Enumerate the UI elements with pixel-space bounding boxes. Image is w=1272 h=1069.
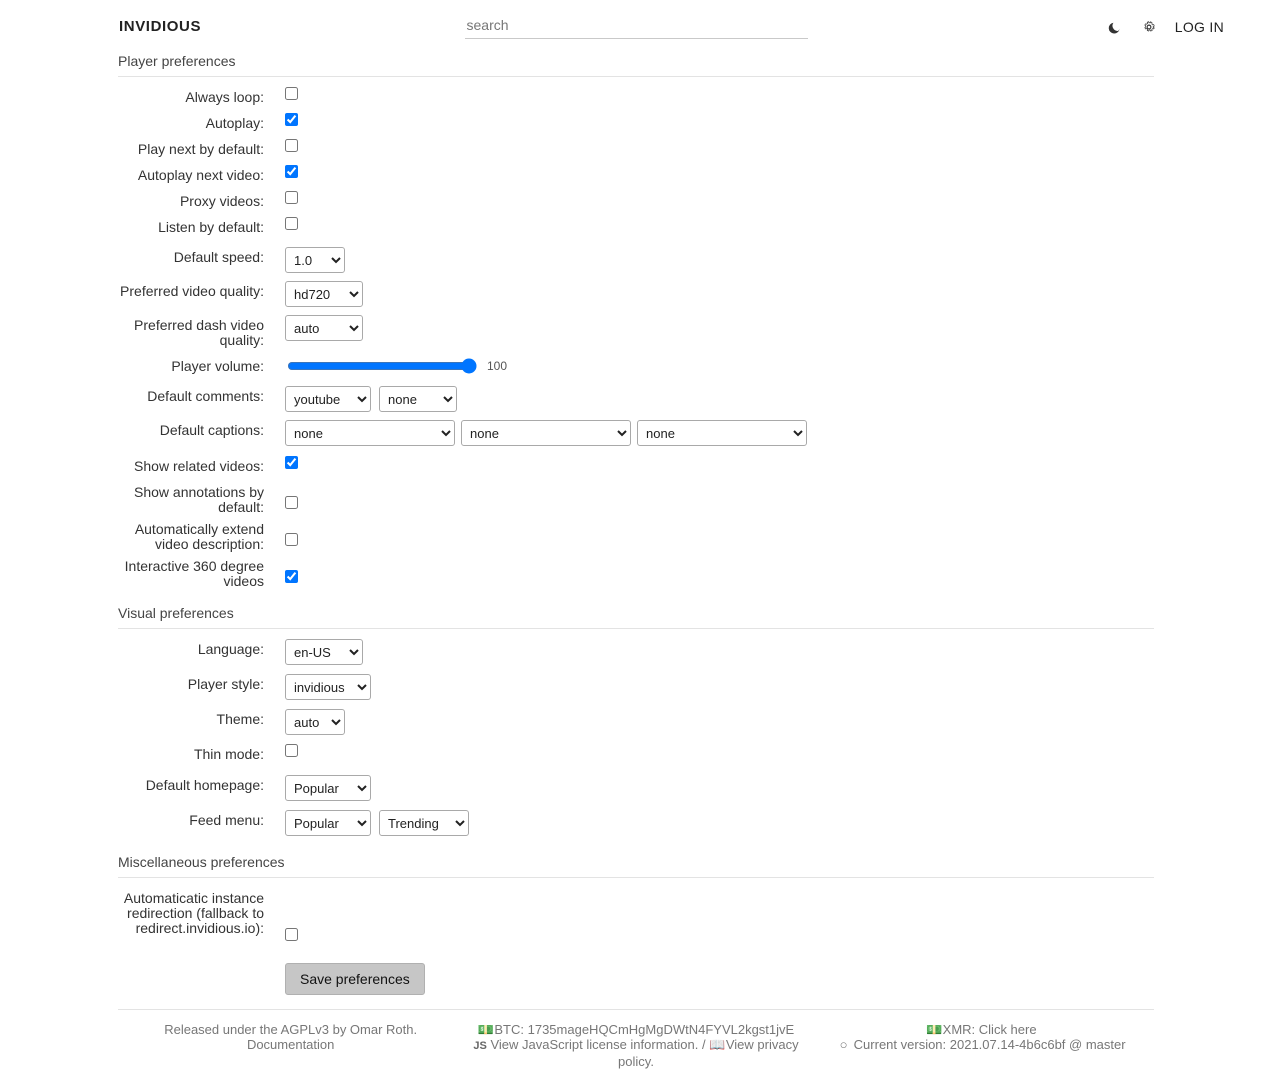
gear-icon[interactable] xyxy=(1141,19,1157,35)
pref-row-default-comments xyxy=(118,386,1154,412)
pref-row-interactive-360 xyxy=(118,556,1154,589)
select-default-captions-1[interactable] xyxy=(285,420,455,446)
label-autoplay: Autoplay: xyxy=(205,115,264,131)
checkbox-autoplay-next-video[interactable] xyxy=(285,165,298,178)
brand-logo[interactable]: INVIDIOUS xyxy=(119,18,202,35)
label-proxy-videos: Proxy videos: xyxy=(179,193,264,209)
label-show-related-videos: Show related videos: xyxy=(134,458,264,474)
pref-row-autoplay xyxy=(118,113,1154,135)
navbar-center xyxy=(376,14,896,39)
pref-row-default-homepage xyxy=(118,775,1154,801)
pref-row-default-speed xyxy=(118,247,1154,273)
pref-row-always-loop xyxy=(118,87,1154,109)
footer-xmr-link[interactable]: XMR: Click here xyxy=(942,1022,1037,1037)
pref-row-instance-redirection xyxy=(118,888,1154,941)
select-language[interactable] xyxy=(285,639,363,665)
footer-left xyxy=(118,1022,463,1069)
pref-row-player-volume xyxy=(118,356,1154,378)
checkbox-show-related-videos[interactable] xyxy=(285,456,298,469)
section-title-misc: Miscellaneous preferences xyxy=(118,850,1154,878)
select-default-captions-3[interactable] xyxy=(637,420,807,446)
pref-row-extend-description xyxy=(118,519,1154,552)
book-icon: 📖 xyxy=(709,1037,726,1052)
save-preferences-button[interactable]: Save preferences xyxy=(285,963,425,995)
footer-right xyxy=(809,1022,1154,1069)
label-default-captions: Default captions: xyxy=(159,422,264,438)
label-default-comments: Default comments: xyxy=(147,388,264,404)
select-default-captions-2[interactable] xyxy=(461,420,631,446)
moon-icon[interactable] xyxy=(1107,19,1123,35)
label-play-next-by-default: Play next by default: xyxy=(137,141,264,157)
checkbox-interactive-360[interactable] xyxy=(285,570,298,583)
footer-btc-link[interactable]: BTC: 1735mageHQCmHgMgDWtN4FYVL2kgst1jvE xyxy=(494,1022,795,1037)
label-listen-by-default: Listen by default: xyxy=(158,219,264,235)
checkbox-play-next-by-default[interactable] xyxy=(285,139,298,152)
label-default-speed: Default speed: xyxy=(173,249,264,265)
player-volume-value: 100 xyxy=(487,359,508,373)
select-feed-menu-1[interactable] xyxy=(285,810,371,836)
checkbox-instance-redirection[interactable] xyxy=(285,928,298,941)
label-theme: Theme: xyxy=(216,711,264,727)
pref-row-listen-by-default xyxy=(118,217,1154,239)
footer-js-license-link[interactable]: View JavaScript license information. xyxy=(490,1037,699,1052)
page-footer xyxy=(118,1009,1154,1069)
label-extend-description: Automatically extend video description: xyxy=(134,521,264,552)
checkbox-proxy-videos[interactable] xyxy=(285,191,298,204)
top-navbar xyxy=(0,0,1272,49)
pref-row-theme xyxy=(118,709,1154,735)
select-default-homepage[interactable] xyxy=(285,775,371,801)
pref-row-player-style xyxy=(118,674,1154,700)
login-link[interactable]: LOG IN xyxy=(1174,18,1224,35)
label-instance-redirection: Automaticatic instance redirection (fallback to redirect.invidious.io): xyxy=(123,890,264,936)
save-row-spacer xyxy=(118,963,264,966)
select-player-style[interactable] xyxy=(285,674,371,700)
checkbox-autoplay[interactable] xyxy=(285,113,298,126)
pref-row-feed-menu xyxy=(118,810,1154,836)
select-feed-menu-2[interactable] xyxy=(379,810,469,836)
select-preferred-dash-quality[interactable] xyxy=(285,315,363,341)
label-default-homepage: Default homepage: xyxy=(145,777,264,793)
checkbox-show-annotations[interactable] xyxy=(285,496,298,509)
preferences-form xyxy=(118,49,1154,995)
footer-version-link[interactable]: Current version: 2021.07.14-4b6c6bf @ master xyxy=(853,1037,1126,1052)
footer-privacy-link[interactable]: View privacy policy. xyxy=(618,1037,799,1069)
select-default-comments-2[interactable] xyxy=(379,386,457,412)
label-preferred-video-quality: Preferred video quality: xyxy=(120,283,264,299)
footer-documentation-link[interactable]: Documentation xyxy=(246,1037,335,1052)
slider-player-volume[interactable] xyxy=(287,358,477,374)
section-title-player: Player preferences xyxy=(118,49,1154,77)
pref-row-show-related-videos xyxy=(118,456,1154,478)
select-preferred-video-quality[interactable] xyxy=(285,281,363,307)
checkbox-always-loop[interactable] xyxy=(285,87,298,100)
label-interactive-360: Interactive 360 degree videos xyxy=(124,558,264,589)
pref-row-preferred-dash-quality xyxy=(118,315,1154,348)
label-always-loop: Always loop: xyxy=(185,89,264,105)
label-autoplay-next-video: Autoplay next video: xyxy=(137,167,264,183)
pref-row-default-captions xyxy=(118,420,1154,446)
label-player-volume: Player volume: xyxy=(171,358,264,374)
checkbox-thin-mode[interactable] xyxy=(285,744,298,757)
select-default-comments-1[interactable] xyxy=(285,386,371,412)
select-theme[interactable] xyxy=(285,709,345,735)
select-default-speed[interactable] xyxy=(285,247,345,273)
pref-row-play-next-by-default xyxy=(118,139,1154,161)
search-form xyxy=(465,14,808,39)
navbar-left xyxy=(24,18,376,35)
section-title-visual: Visual preferences xyxy=(118,601,1154,629)
pref-row-show-annotations xyxy=(118,482,1154,515)
label-thin-mode: Thin mode: xyxy=(193,746,264,762)
label-show-annotations: Show annotations by default: xyxy=(134,484,264,515)
footer-separator: / xyxy=(701,1037,706,1052)
checkbox-extend-description[interactable] xyxy=(285,533,298,546)
pref-row-autoplay-next-video xyxy=(118,165,1154,187)
save-row xyxy=(118,963,1154,995)
pref-row-proxy-videos xyxy=(118,191,1154,213)
label-preferred-dash-quality: Preferred dash video quality: xyxy=(134,317,264,348)
js-badge-icon: JS xyxy=(473,1040,487,1052)
footer-center xyxy=(463,1022,808,1069)
pref-row-preferred-video-quality xyxy=(118,281,1154,307)
money-icon: 💵 xyxy=(477,1022,494,1037)
label-player-style: Player style: xyxy=(187,676,264,692)
pref-row-language xyxy=(118,639,1154,665)
checkbox-listen-by-default[interactable] xyxy=(285,217,298,230)
pref-row-thin-mode xyxy=(118,744,1154,766)
label-feed-menu: Feed menu: xyxy=(189,812,264,828)
navbar-right xyxy=(896,19,1248,35)
money-icon-xmr: 💵 xyxy=(926,1022,943,1037)
label-language: Language: xyxy=(197,641,264,657)
search-input[interactable] xyxy=(465,14,808,39)
github-icon: ○ xyxy=(839,1037,848,1052)
footer-license-text: Released under the AGPLv3 by Omar Roth. xyxy=(164,1022,418,1037)
